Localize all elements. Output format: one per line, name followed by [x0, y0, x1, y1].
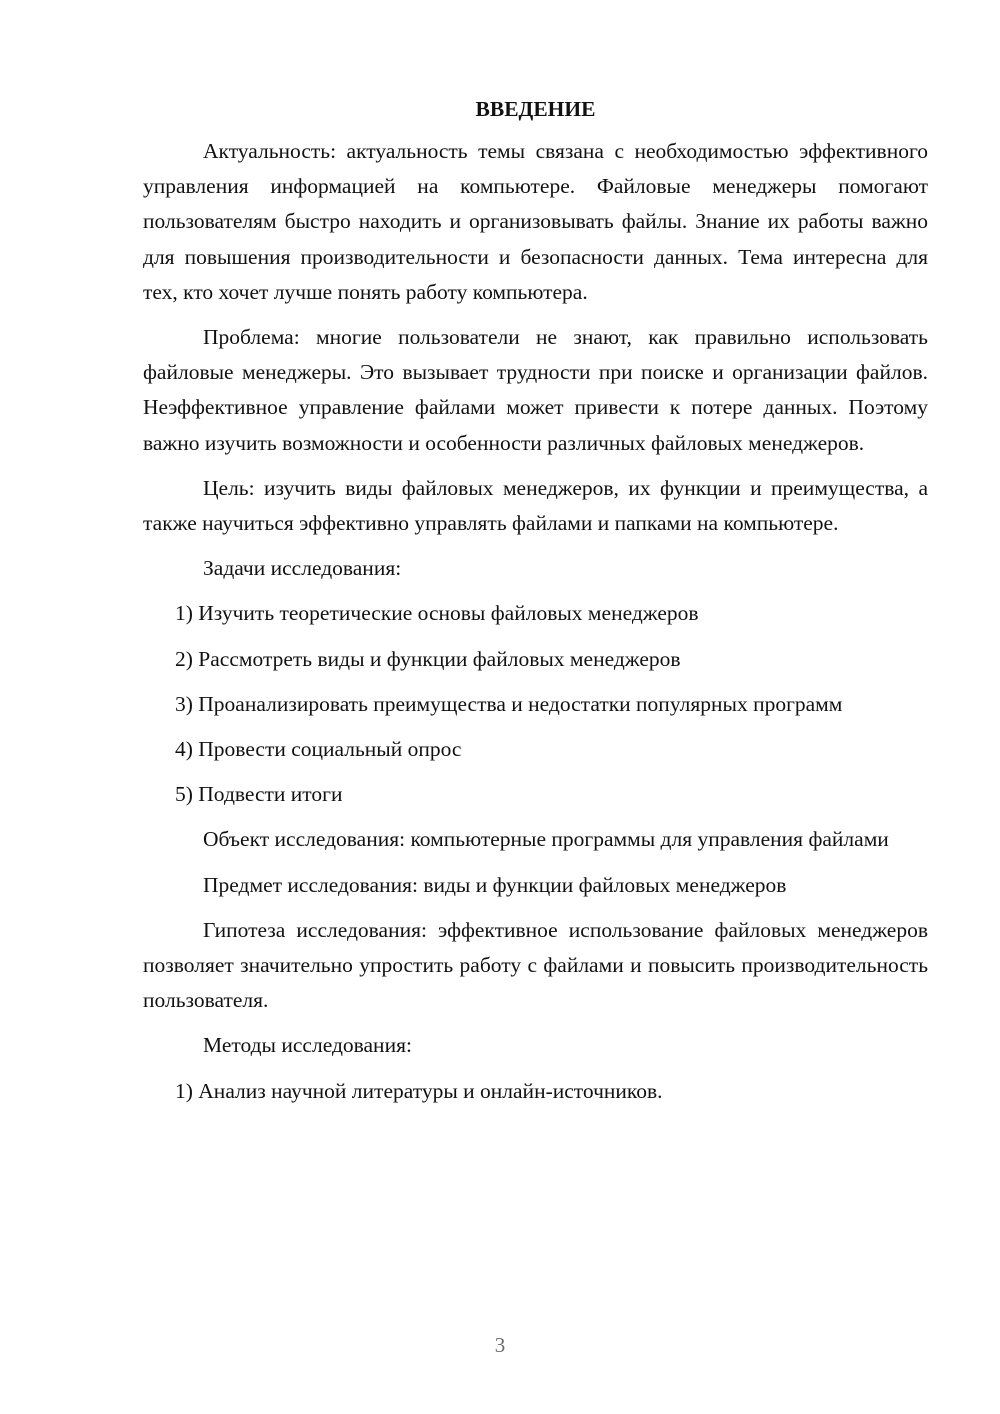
page-body: [143, 92, 928, 1119]
task-item-4: 4) Провести социальный опрос: [175, 737, 462, 762]
object-paragraph: Объект исследования: компьютерные программы для управления файлами: [203, 827, 889, 852]
task-item-1: 1) Изучить теоретические основы файловых менеджеров: [175, 601, 699, 626]
goal-paragraph: Цель: изучить виды файловых менеджеров, их функции и преимущества, а также научиться эффективно управлять файлами и папками на компьютере.: [143, 475, 928, 536]
methods-heading: Методы исследования:: [203, 1033, 412, 1058]
page-title: ВВЕДЕНИЕ: [475, 97, 596, 121]
tasks-heading: Задачи исследования:: [203, 556, 402, 581]
subject-paragraph: Предмет исследования: виды и функции файловых менеджеров: [203, 872, 787, 897]
problem-paragraph: Проблема: многие пользователи не знают, как правильно использовать файловые менеджеры. Это вызывает трудности при поиске и организации файлов. Неэффективное управление файлами может привести к потере данных. Поэтому важно изучить возможности и особенности различных файловых менеджеров.: [143, 325, 928, 455]
task-item-2: 2) Рассмотреть виды и функции файловых менеджеров: [175, 646, 681, 671]
relevance-paragraph: Актуальность: актуальность темы связана с необходимостью эффективного управления информацией на компьютере. Файловые менеджеры помогают пользователям быстро находить и организовывать файлы. Знание их работы важно для повышения производительности и безопасности данных. Тема интересна для тех, кто хочет лучше понять работу компьютера.: [143, 139, 928, 304]
hypothesis-paragraph: Гипотеза исследования: эффективное использование файловых менеджеров позволяет значительно упростить работу с файлами и повысить производительность пользователя.: [143, 917, 928, 1013]
method-item-1: 1) Анализ научной литературы и онлайн-источников.: [175, 1078, 663, 1103]
task-item-5: 5) Подвести итоги: [175, 782, 343, 807]
page-number: 3: [494, 1333, 506, 1357]
task-item-3: 3) Проанализировать преимущества и недостатки популярных программ: [175, 691, 843, 716]
